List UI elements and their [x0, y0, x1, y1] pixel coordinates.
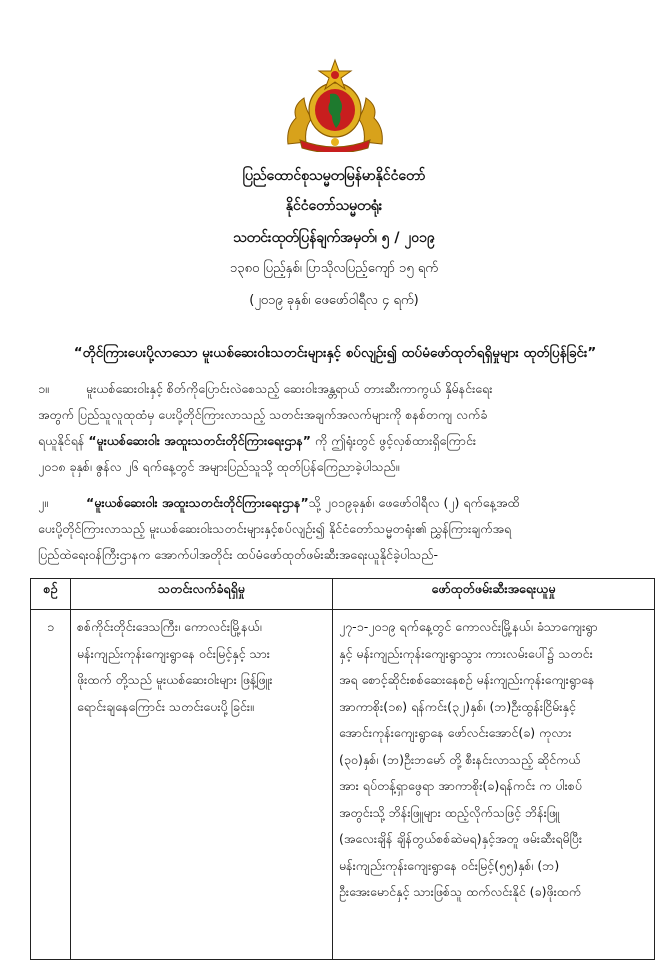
actions-table [30, 578, 655, 960]
paragraph-line [38, 516, 632, 542]
cell-text-line: ရောင်းချနေကြောင်း သတင်းပေးပို့ခြင်း။ [77, 698, 254, 714]
serial-number-cell: ၁ [31, 610, 71, 960]
paragraph-text: ၂၀၁၈ ခုနှစ်၊ ဇွန်လ ၂၆ ရက်နေ့တွင် အများပြည်သူသို့ ထုတ်ပြန်ကြေညာခဲ့ပါသည်။ [38, 459, 400, 474]
office-name: နိုင်ငံတော်သမ္မတရုံး [285, 198, 383, 214]
column-header-received: သတင်းလက်ခံရရှိမှု [71, 579, 333, 610]
cell-text-line: ဖိုးထက် တို့သည် မူးယစ်ဆေးဝါးများ ဖြန့်ဖြူး [77, 672, 273, 687]
paragraph-text: ရယူနိုင်ရန် [38, 433, 89, 448]
cell-text-line: မန်းကျည်းကုန်းကျေးရွာနေ ဝင်းမြင့်နှင့် သား [77, 645, 270, 661]
paragraph-number: ၁။ [38, 381, 49, 396]
paragraph-2 [38, 490, 632, 568]
state-seal-emblem [282, 58, 388, 152]
cell-text-line: (အလေးချိန် ချိန်တွယ်စစ်ဆဲမရ)နှင့်အတူ ဖမ်းဆီးရမိပြီး [339, 831, 583, 846]
paragraph-line [38, 490, 632, 516]
paragraph-text: ကို ဤရုံးတွင် ဖွင့်လှစ်ထားရှိကြောင်း [311, 433, 477, 448]
cell-text-line: (၃၀)နှစ်၊ (ဘ)ဦးဘမော် တို့ စီးနင်းလာသည့် ဆိုင်ကယ် [339, 751, 581, 767]
country-name: ပြည်ထောင်စုသမ္မတမြန်မာနိုင်ငံတော် [242, 168, 426, 184]
paragraph-text: ပြည်ထဲရေးဝန်ကြီးဌာနက အောက်ပါအတိုင်း ထပ်မံဖော်ထုတ်ဖမ်းဆီးအရေးယူနိုင်ခဲ့ပါသည်- [38, 547, 438, 562]
paragraph-text: ပေးပို့တိုင်ကြားလာသည့် မူးယစ်ဆေးဝါးသတင်းများနှင့်စပ်လျဉ်း၍ နိုင်ငံတော်သမ္မတရုံး၏ ညွှန်ကြားချက်အရ [38, 521, 512, 536]
table-header-row [31, 579, 655, 610]
column-header-serial: စဉ် [31, 579, 71, 610]
paragraph-text: မူးယစ်ဆေးဝါးနှင့် စိတ်ကိုပြောင်းလဲစေသည့် ဆေးဝါးအန္တရာယ် တားဆီးကာကွယ် နှိမ်နင်းရေး [86, 381, 493, 396]
cell-text-line: ဦးအေးမောင်နှင့် သားဖြစ်သူ ထက်လင်းနိုင် (ခ)ဖိုးထက် [339, 884, 582, 899]
emphasized-text: “မူးယစ်ဆေးဝါး အထူးသတင်းတိုင်ကြားရေးဌာန” [86, 495, 309, 510]
cell-text-line: ၂၇-၁-၂၀၁၉ ရက်နေ့တွင် ကောလင်းမြို့နယ်၊ ခံသာကျေးရွာ [339, 619, 598, 634]
action-taken-cell [333, 610, 655, 960]
cell-text-line: နှင့် မန်းကျည်းကုန်းကျေးရွာသွား ကားလမ်းပေါ်၌ သတင်း [339, 645, 593, 661]
table-row [31, 610, 655, 960]
cell-text-line: အာကာစိုး(၁၈) ရန်ကင်း(၃၂)နှစ်၊ (ဘ)ဦးထွန်းငြိမ်းနှင့် [339, 698, 576, 714]
cell-text-line: အရ စောင့်ဆိုင်းစစ်ဆေးနေစဉ် မန်းကျည်းကုန်းကျေးရွာနေ [339, 672, 595, 687]
document-title: “တိုင်ကြားပေးပို့လာသော မူးယစ်ဆေးဝါးသတင်းများနှင့် စပ်လျဉ်း၍ ထပ်မံဖော်ထုတ်ရရှိမှုများ ထုတ်ပြန်ခြင်း” [73, 345, 597, 361]
paragraph-line [38, 376, 632, 402]
cell-text-line: အား ရပ်တန့်ရှာဖွေရာ အာကာစိုး(ခ)ရန်ကင်း က ပါးစပ် [339, 778, 583, 793]
cell-text-line: စစ်ကိုင်းတိုင်းဒေသကြီး၊ ကောလင်းမြို့နယ်၊ [77, 619, 262, 634]
paragraph-number: ၂။ [38, 495, 48, 510]
cell-text-line: အောင်းကုန်းကျေးရွာနေ ဖော်လင်းအောင်(ခ) ကုလား [339, 725, 572, 740]
paragraph-text: သို့ ၂၀၁၉ခုနှစ်၊ ဖေဖော်ဝါရီလ (၂) ရက်နေ့အထိ [308, 495, 520, 510]
received-info-cell [71, 610, 333, 960]
paragraph-line [38, 542, 632, 568]
release-number: သတင်းထုတ်ပြန်ချက်အမှတ်၊ ၅ / ၂၀၁၉ [233, 230, 435, 246]
paragraph-line [38, 428, 632, 454]
column-header-action: ဖော်ထုတ်ဖမ်းဆီးအရေးယူမှု [333, 579, 655, 610]
paragraph-text: အတွက် ပြည်သူလူထုထံမှ ပေးပို့တိုင်ကြားလာသည့် သတင်းအချက်အလက်များကို စနစ်တကျ လက်ခံ [38, 407, 488, 422]
myanmar-date: ၁၃၈၀ ပြည့်နှစ်၊ ပြာသိုလပြည့်ကျော် ၁၅ ရက် [230, 261, 438, 276]
paragraph-line [38, 454, 632, 480]
paragraph-1 [38, 376, 632, 480]
cell-text-line: အတွင်းသို့ ဘိန်းဖြူများ ထည့်လိုက်သဖြင့် ဘိန်းဖြူ [339, 804, 560, 820]
international-date: (၂၀၁၉ ခုနှစ်၊ ဖေဖော်ဝါရီလ ၄ ရက်) [249, 293, 419, 308]
cell-text-line: မန်းကျည်းကုန်းကျေးရွာနေ ဝင်းမြင့်(၅၅)နှစ်၊ (ဘ) [339, 857, 560, 873]
paragraph-line [38, 402, 632, 428]
emphasized-text: “မူးယစ်ဆေးဝါး အထူးသတင်းတိုင်ကြားရေးဌာန” [88, 433, 312, 448]
